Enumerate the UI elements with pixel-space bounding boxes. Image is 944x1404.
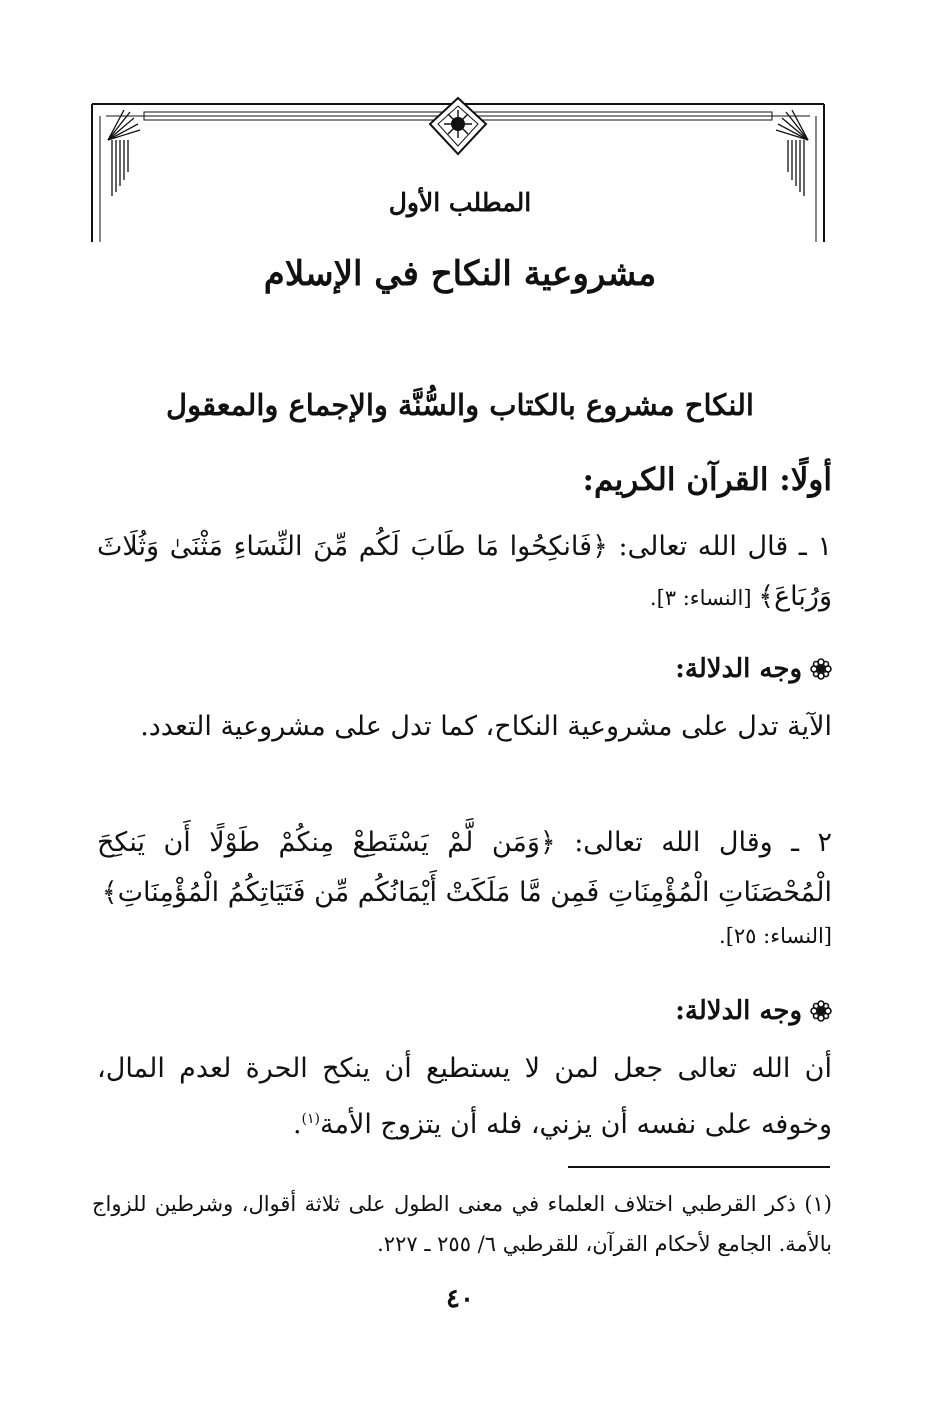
verse-item-1-intro: ١ ـ قال الله تعالى: xyxy=(607,531,832,562)
verse-item-2 xyxy=(97,818,832,918)
topic-heading: النكاح مشروع بالكتاب والسُّنَّة والإجماع والمعقول xyxy=(166,388,754,422)
verse-item-2-ref: [النساء: ٢٥]. xyxy=(719,924,832,948)
header-frame-ornament xyxy=(86,96,830,246)
sunburst-diamond-icon xyxy=(430,98,486,154)
verse-item-1-text: ﴿فَانكِحُوا مَا طَابَ لَكُم مِّنَ النِّسَاءِ مَثْنَىٰ وَثُلَاثَ وَرُبَاعَ﴾ xyxy=(97,531,832,612)
section-title: مشروعية النكاح في الإسلام xyxy=(263,254,657,294)
dalala-heading-1 xyxy=(675,654,832,684)
verse-item-2-intro: ٢ ـ وقال الله تعالى: xyxy=(555,827,832,858)
dalala-heading-2 xyxy=(675,996,832,1026)
dalala-text-1: الآية تدل على مشروعية النكاح، كما تدل على مشروعية التعدد. xyxy=(140,711,832,742)
verse-item-1 xyxy=(97,522,832,623)
flower-bullet-icon xyxy=(810,1000,832,1022)
verse-item-1-ref: [النساء: ٣]. xyxy=(649,586,759,610)
dalala-text-2-end: . xyxy=(292,1109,302,1140)
dalala-label-2: وجه الدلالة: xyxy=(675,996,802,1026)
verse-item-2-text: ﴿وَمَن لَّمْ يَسْتَطِعْ مِنكُمْ طَوْلًا أَن يَنكِحَ الْمُحْصَنَاتِ الْمُؤْمِنَاتِ فَمِن مَّا مَلَكَتْ أَيْمَانُكُم مِّن فَتَيَاتِكُمُ الْمُؤْمِنَاتِ﴾ xyxy=(97,827,832,908)
dalala-label-1: وجه الدلالة: xyxy=(675,654,802,684)
footnote: (١) ذكر القرطبي اختلاف العلماء في معنى الطول على ثلاثة أقوال، وشرطين للزواج بالأمة. الجامع لأحكام القرآن، للقرطبي ٦/ ٢٥٥ ـ ٢٢٧. xyxy=(92,1192,832,1256)
page-number: ٤٠ xyxy=(446,1284,474,1314)
footnote-divider xyxy=(568,1166,830,1168)
dalala-text-2-body: أن الله تعالى جعل لمن لا يستطيع أن ينكح الحرة لعدم المال، وخوفه على نفسه أن يزني، فله أن يتزوج الأمة xyxy=(97,1053,832,1140)
dalala-text-2 xyxy=(97,1044,832,1150)
first-heading: أولًا: القرآن الكريم: xyxy=(582,462,832,498)
footnote-marker[interactable]: (١) xyxy=(301,1111,320,1127)
section-label: المطلب الأول xyxy=(388,188,532,217)
flower-bullet-icon xyxy=(810,658,832,680)
